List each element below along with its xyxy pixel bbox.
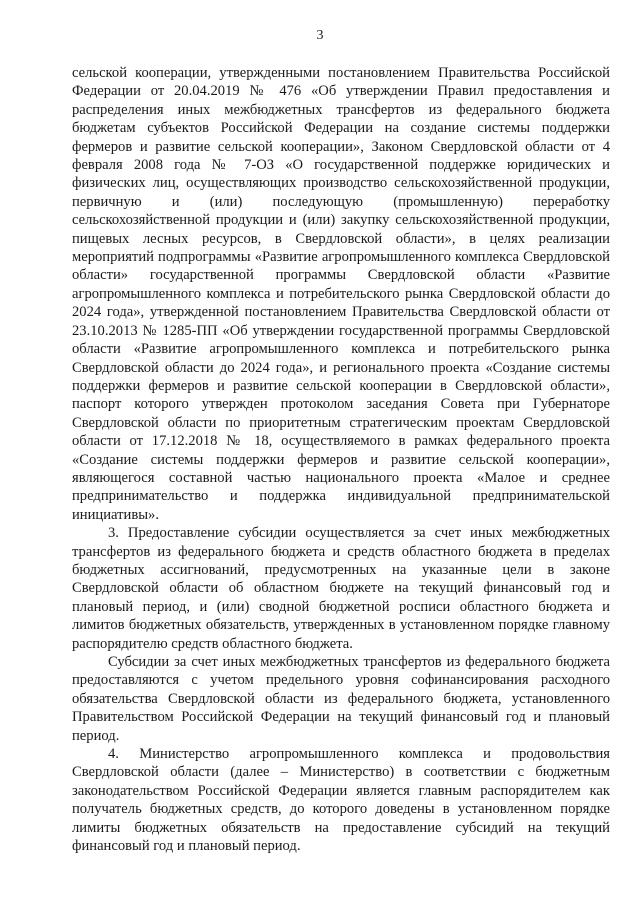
paragraph-4: 4. Министерство агропромышленного комплекса и продовольствия Свердловской области (далее – Министерство) в соответствии с бюджетным законодательством Российской Федерации является главным распорядителем как получатель бюджетных средств, до которого доведены в установленном порядке лимиты бюджетных обязательств на предоставление субсидий на текущий финансовый год и плановый период. <box>72 746 610 855</box>
paragraph-2: 3. Предоставление субсидии осуществляется за счет иных межбюджетных трансфертов из федерального бюджета и средств областного бюджета в пределах бюджетных ассигнований, предусмотренных на указанные цели в законе Свердловской области об областном бюджете на текущий финансовый год и плановый период, и (или) сводной бюджетной росписи областного бюджета и лимитов бюджетных обязательств, утвержденных в установленном порядке главному распорядителю средств областного бюджета. <box>72 525 610 652</box>
document-body <box>72 64 610 855</box>
page-number: 3 <box>316 28 324 43</box>
paragraph-3: Субсидии за счет иных межбюджетных трансфертов из федерального бюджета предоставляются с учетом предельного уровня софинансирования расходного обязательства Свердловской области из федерального бюджета, установленного Правительством Российской Федерации на текущий финансовый год и плановый период. <box>72 654 610 744</box>
paragraph-1: сельской кооперации, утвержденными постановлением Правительства Российской Федерации от 20.04.2019 № 476 «Об утверждении Правил предоставления и распределения иных межбюджетных трансфертов из федерального бюджета бюджетам субъектов Российской Федерации на создание системы поддержки фермеров и развитие сельской кооперации», Законом Свердловской области от 4 февраля 2008 года № 7-ОЗ «О государственной поддержке юридических и физических лиц, осуществляющих производство сельскохозяйственной продукции, первичную и (или) последующую (промышленную) переработку сельскохозяйственной продукции и (или) закупку сельскохозяйственной продукции, пищевых лесных ресурсов, в Свердловской области», в целях реализации мероприятий подпрограммы «Развитие агропромышленного комплекса Свердловской области» государственной программы Свердловской области «Развитие агропромышленного комплекса и потребительского рынка Свердловской области до 2024 года», утвержденной постановлением Правительства Свердловской области от 23.10.2013 № 1285-ПП «Об утверждении государственной программы Свердловской области «Развитие агропромышленного комплекса и потребительского рынка Свердловской области до 2024 года», и регионального проекта «Создание системы поддержки фермеров и развитие сельской кооперации в Свердловской области», паспорт которого утвержден протоколом заседания Совета при Губернаторе Свердловской области по приоритетным стратегическим проектам Свердловской области от 17.12.2018 № 18, осуществляемого в рамках федерального проекта «Создание системы поддержки фермеров и развитие сельской кооперации», являющегося составной частью национального проекта «Малое и среднее предпринимательство и поддержка индивидуальной предпринимательской инициативы». <box>72 65 610 523</box>
